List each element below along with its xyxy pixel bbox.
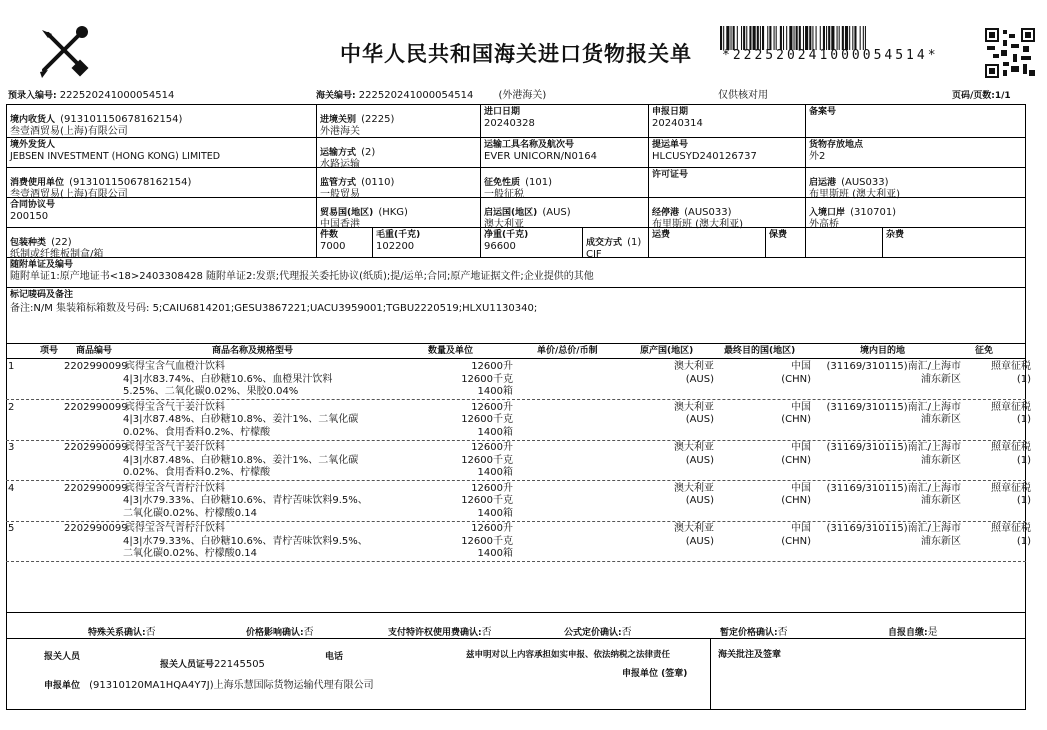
barcode-bar — [767, 26, 768, 50]
insurance-label: 保费 — [769, 230, 788, 240]
row-dest-code: (CHN) — [781, 454, 811, 466]
barcode-bar — [816, 26, 817, 50]
row-spec2: 二氧化碳0.02%、柠檬酸0.14 — [123, 507, 258, 519]
dep-port-code: (AUS033) — [841, 177, 889, 188]
row-levy: 照章征税 — [991, 401, 1031, 413]
row-qty1: 12600升 — [471, 442, 513, 454]
barcode-bar — [842, 26, 844, 50]
row-levy-code: (1) — [1016, 373, 1031, 385]
row-qty1: 12600升 — [471, 401, 513, 413]
row-separator — [6, 399, 1026, 400]
levy-code: (101) — [525, 177, 552, 188]
row-domestic1: (31169/310115)南汇/上海市 — [826, 523, 961, 535]
special-value: 否 — [145, 627, 156, 638]
row-spec1: 4|3|水87.48%、白砂糖10.8%、姜汁1%、二氧化碳 — [123, 414, 359, 426]
dep-port: 布里斯班 (澳大利亚) — [809, 189, 900, 200]
row-spec1: 4|3|水79.33%、白砂糖10.6%、青柠苦味饮料9.5%、 — [123, 495, 368, 507]
row-dest-code: (CHN) — [781, 495, 811, 507]
row-no: 4 — [8, 482, 15, 494]
formula-label: 公式定价确认: — [564, 628, 622, 638]
row-separator — [6, 521, 1026, 522]
th-dest: 最终目的国(地区) — [724, 346, 796, 356]
barcode-bar — [823, 26, 825, 50]
barcode-bar — [769, 26, 771, 50]
barcode-bar — [828, 26, 830, 50]
customs-port-note: (外港海关) — [498, 90, 547, 101]
row-domestic1: (31169/310115)南汇/上海市 — [826, 482, 961, 494]
docs-label: 随附单证及编号 — [10, 260, 74, 270]
pieces-label: 件数 — [320, 230, 339, 240]
row-dest: 中国 — [791, 523, 811, 535]
barcode-bar — [803, 26, 804, 50]
net-label: 净重(千克) — [484, 230, 529, 240]
customs-no-label: 海关编号: — [316, 91, 356, 101]
row-levy-code: (1) — [1016, 495, 1031, 507]
row-qty3: 1400箱 — [477, 467, 513, 479]
row-levy: 照章征税 — [991, 523, 1031, 535]
supervision-label: 监管方式 — [320, 178, 357, 188]
barcode-bar — [839, 26, 840, 50]
row-levy: 照章征税 — [991, 442, 1031, 454]
row-origin-code: (AUS) — [685, 373, 714, 385]
license-label: 许可证号 — [652, 170, 689, 180]
barcode-bar — [746, 26, 747, 50]
barcode-bar — [776, 26, 777, 50]
th-price: 单价/总价/币制 — [537, 346, 598, 356]
barcode-bar — [799, 26, 801, 50]
import-date: 20240328 — [484, 118, 535, 129]
preentry-no: 222520241000054514 — [59, 90, 175, 101]
row-code: 2202990099 — [64, 442, 128, 454]
barcode-bar — [831, 26, 834, 50]
marks: 备注:N/M 集装箱标箱数及号码: 5;CAIU6814201;GESU3867221;UACU3959001;TGBU2220519;HLXU1130340; — [10, 303, 538, 314]
marks-label: 标记唛码及备注 — [10, 290, 74, 300]
row-name: 宾得宝含气干姜汁饮料 — [125, 401, 225, 413]
barcode — [720, 26, 970, 50]
barcode-bar — [723, 26, 724, 50]
entry-place-label: 入境口岸 — [809, 208, 846, 218]
row-qty3: 1400箱 — [477, 507, 513, 519]
row-origin-code: (AUS) — [685, 535, 714, 547]
deal: CIF — [586, 249, 602, 260]
transport-mode-label: 运输方式 — [320, 148, 357, 158]
row-no: 3 — [8, 442, 15, 454]
row-domestic2: 浦东新区 — [921, 495, 961, 507]
row-levy: 照章征税 — [991, 482, 1031, 494]
barcode-bar — [812, 26, 813, 50]
supervision: 一般贸易 — [320, 189, 360, 200]
special-label: 特殊关系确认: — [88, 628, 146, 638]
barcode-bar — [860, 26, 861, 50]
trade-country-label: 贸易国(地区) — [320, 208, 374, 218]
row-qty1: 12600升 — [471, 361, 513, 372]
pieces: 7000 — [320, 241, 346, 252]
th-code: 商品编号 — [76, 346, 113, 356]
barcode-bar — [743, 26, 745, 50]
record-no-label: 备案号 — [809, 107, 837, 117]
consignee-code: (913101150678162154) — [60, 114, 183, 125]
preentry-label: 预录入编号: — [8, 91, 57, 101]
row-spec2: 0.02%、食用香料0.2%、柠檬酸 — [123, 467, 271, 479]
shipper-name: JEBSEN INVESTMENT (HONG KONG) LIMITED — [10, 151, 221, 162]
levy-label: 征免性质 — [484, 178, 521, 188]
transit-port-label: 经停港 — [652, 208, 680, 218]
row-qty3: 1400箱 — [477, 548, 513, 560]
row-domestic2: 浦东新区 — [921, 414, 961, 426]
shipper-label: 境外发货人 — [10, 140, 56, 150]
customs-no: 222520241000054514 — [358, 90, 474, 101]
trade-country: 中国香港 — [320, 219, 360, 230]
consignee-label: 境内收货人 — [10, 115, 56, 125]
supervision-code: (0110) — [361, 177, 395, 188]
row-qty2: 12600千克 — [461, 454, 513, 466]
customs-emblem-icon — [34, 22, 92, 80]
docs: 随附单证1:原产地证书<18>2403308428 随附单证2:发票;代理报关委托协议(纸质);提/运单;合同;原产地证据文件;企业提供的其他 — [10, 271, 594, 282]
barcode-bar — [783, 26, 784, 50]
barcode-bar — [845, 26, 848, 50]
barcode-bar — [749, 26, 751, 50]
row-spec1: 4|3|水87.48%、白砂糖10.8%、姜汁1%、二氧化碳 — [123, 454, 359, 466]
row-origin: 澳大利亚 — [674, 482, 714, 494]
unit-name: (91310120MA1HQA4Y7J)上海乐慧国际货物运输代理有限公司 — [89, 680, 374, 691]
declarer-cert: 22145505 — [214, 659, 265, 670]
row-origin: 澳大利亚 — [674, 442, 714, 454]
row-dest: 中国 — [791, 401, 811, 413]
trade-country-code: (HKG) — [378, 207, 408, 218]
row-code: 2202990099 — [64, 523, 128, 535]
storage-label: 货物存放地点 — [809, 140, 864, 150]
row-separator — [6, 561, 1026, 562]
barcode-bar — [809, 26, 811, 50]
pack: 纸制或纤维板制盒/箱 — [10, 249, 104, 260]
row-qty3: 1400箱 — [477, 386, 513, 397]
row-separator — [6, 480, 1026, 481]
row-spec1: 4|3|水79.33%、白砂糖10.6%、青柠苦味饮料9.5%、 — [123, 535, 368, 547]
qr-code-icon — [985, 28, 1035, 78]
barcode-graphic — [720, 26, 970, 50]
statement: 兹申明对以上内容承担如实申报、依法纳税之法律责任 — [466, 650, 671, 660]
row-domestic2: 浦东新区 — [921, 373, 961, 385]
row-qty1: 12600升 — [471, 482, 513, 494]
entry-place: 外高桥 — [809, 219, 839, 230]
row-levy-code: (1) — [1016, 414, 1031, 426]
transport-mode-code: (2) — [361, 147, 376, 158]
unit-seal-label: 申报单位 (签章) — [622, 669, 688, 679]
row-separator — [6, 440, 1026, 441]
self-label: 自报自缴: — [888, 628, 928, 638]
pack-code: (22) — [51, 237, 72, 248]
row-qty2: 12600千克 — [461, 414, 513, 426]
row-no: 5 — [8, 523, 15, 535]
pack-label: 包装种类 — [10, 238, 47, 248]
row-domestic1: (31169/310115)南汇/上海市 — [826, 442, 961, 454]
entry-port-name: 外港海关 — [320, 126, 360, 137]
provisional-label: 暂定价格确认: — [720, 628, 778, 638]
barcode-bar — [731, 26, 732, 50]
th-name: 商品名称及规格型号 — [212, 346, 294, 356]
customs-note-label: 海关批注及签章 — [718, 650, 782, 660]
gross: 102200 — [376, 241, 415, 252]
row-qty2: 12600千克 — [461, 495, 513, 507]
barcode-bar — [726, 26, 729, 50]
barcode-bar — [757, 26, 759, 50]
levy: 一般征税 — [484, 189, 524, 200]
row-levy-code: (1) — [1016, 535, 1031, 547]
entry-port-code: (2225) — [361, 114, 395, 125]
bl-label: 提运单号 — [652, 140, 689, 150]
barcode-bar — [753, 26, 756, 50]
barcode-bar — [786, 26, 787, 50]
origin-country: 澳大利亚 — [484, 219, 524, 230]
barcode-bar — [774, 26, 775, 50]
barcode-bar — [820, 26, 821, 50]
row-code: 2202990099 — [64, 401, 128, 413]
royalty-value: 否 — [481, 627, 492, 638]
row-levy-code: (1) — [1016, 454, 1031, 466]
price-label: 价格影响确认: — [246, 628, 304, 638]
freight-label: 运费 — [652, 230, 671, 240]
royalty-label: 支付特许权使用费确认: — [388, 628, 482, 638]
gross-label: 毛重(千克) — [376, 230, 421, 240]
declare-date-label: 申报日期 — [652, 107, 689, 117]
barcode-bar — [780, 26, 782, 50]
barcode-bar — [826, 26, 827, 50]
barcode-text: *222520241000054514* — [722, 48, 939, 63]
entry-port-label: 进境关别 — [320, 115, 357, 125]
price-value: 否 — [303, 627, 314, 638]
row-origin-code: (AUS) — [685, 495, 714, 507]
row-dest-code: (CHN) — [781, 535, 811, 547]
dep-port-label: 启运港 — [809, 178, 837, 188]
row-name: 宾得宝含气青柠汁饮料 — [125, 523, 225, 535]
row-origin: 澳大利亚 — [674, 523, 714, 535]
transit-port: 布里斯班 (澳大利亚) — [652, 219, 743, 230]
page-title: 中华人民共和国海关进口货物报关单 — [340, 42, 692, 66]
row-spec2: 5.25%、二氧化碳0.02%、果胶0.04% — [123, 386, 299, 397]
row-no: 1 — [8, 361, 15, 372]
storage: 外2 — [809, 151, 826, 162]
row-domestic2: 浦东新区 — [921, 535, 961, 547]
row-no: 2 — [8, 401, 15, 413]
formula-value: 否 — [621, 627, 632, 638]
consumer-name: 叁壹酒贸易(上海)有限公司 — [10, 189, 128, 200]
declare-date: 20240314 — [652, 118, 703, 129]
barcode-bar — [760, 26, 761, 50]
row-qty1: 12600升 — [471, 523, 513, 535]
provisional-value: 否 — [777, 627, 788, 638]
row-qty2: 12600千克 — [461, 373, 513, 385]
row-code: 2202990099 — [64, 482, 128, 494]
barcode-bar — [737, 26, 738, 50]
barcode-bar — [837, 26, 838, 50]
unit-label: 申报单位 — [44, 681, 81, 691]
page-count: 页码/页数:1/1 — [952, 91, 1011, 101]
row-spec1: 4|3|水83.74%、白砂糖10.6%、血橙果汁饮料 — [123, 373, 333, 385]
origin-country-code: (AUS) — [542, 207, 571, 218]
barcode-bar — [852, 26, 853, 50]
barcode-bar — [794, 26, 795, 50]
th-origin: 原产国(地区) — [640, 346, 694, 356]
barcode-bar — [849, 26, 850, 50]
row-origin-code: (AUS) — [685, 454, 714, 466]
bl-no: HLCUSYD240126737 — [652, 151, 757, 162]
barcode-bar — [720, 26, 722, 50]
vessel: EVER UNICORN/N0164 — [484, 151, 597, 162]
contract: 200150 — [10, 211, 49, 222]
row-levy: 照章征税 — [991, 361, 1031, 372]
declarer-cert-label: 报关人员证号 — [160, 660, 215, 670]
barcode-bar — [865, 26, 866, 50]
barcode-bar — [805, 26, 808, 50]
barcode-bar — [796, 26, 798, 50]
row-spec2: 0.02%、食用香料0.2%、柠檬酸 — [123, 426, 271, 438]
row-dest: 中国 — [791, 442, 811, 454]
deal-code: (1) — [627, 237, 642, 248]
barcode-bar — [789, 26, 792, 50]
row-name: 宾得宝含气血橙汁饮料 — [125, 361, 225, 372]
deal-label: 成交方式 — [586, 238, 623, 248]
consignee-name: 叁壹酒贸易(上海)有限公司 — [10, 126, 128, 137]
import-date-label: 进口日期 — [484, 107, 521, 117]
row-origin: 澳大利亚 — [674, 361, 714, 372]
transport-mode: 水路运输 — [320, 159, 360, 170]
th-no: 项号 — [40, 346, 59, 356]
self-value: 是 — [927, 627, 938, 638]
row-dest-code: (CHN) — [781, 373, 811, 385]
row-dest-code: (CHN) — [781, 414, 811, 426]
row-dest: 中国 — [791, 361, 811, 372]
th-levy: 征免 — [975, 346, 994, 356]
row-qty2: 12600千克 — [461, 535, 513, 547]
row-domestic2: 浦东新区 — [921, 454, 961, 466]
net: 96600 — [484, 241, 516, 252]
verify-note: 仅供核对用 — [718, 90, 768, 101]
barcode-bar — [741, 26, 742, 50]
row-qty3: 1400箱 — [477, 426, 513, 438]
origin-country-label: 启运国(地区) — [484, 208, 538, 218]
row-code: 2202990099 — [64, 361, 128, 372]
vessel-label: 运输工具名称及航次号 — [484, 140, 575, 150]
row-name: 宾得宝含气青柠汁饮料 — [125, 482, 225, 494]
row-domestic1: (31169/310115)南汇/上海市 — [826, 401, 961, 413]
row-spec2: 二氧化碳0.02%、柠檬酸0.14 — [123, 548, 258, 560]
declarer-label: 报关人员 — [44, 652, 81, 662]
contract-label: 合同协议号 — [10, 200, 56, 210]
phone-label: 电话 — [325, 652, 344, 662]
row-name: 宾得宝含气干姜汁饮料 — [125, 442, 225, 454]
consumer-label: 消费使用单位 — [10, 178, 65, 188]
th-qty: 数量及单位 — [428, 346, 474, 356]
barcode-bar — [762, 26, 764, 50]
misc-label: 杂费 — [886, 230, 905, 240]
consumer-code: (913101150678162154) — [69, 177, 192, 188]
row-domestic1: (31169/310115)南汇/上海市 — [826, 361, 961, 372]
barcode-bar — [733, 26, 735, 50]
transit-port-code: (AUS033) — [684, 207, 732, 218]
th-domestic: 境内目的地 — [860, 346, 906, 356]
entry-place-code: (310701) — [850, 207, 897, 218]
barcode-bar — [863, 26, 864, 50]
row-dest: 中国 — [791, 482, 811, 494]
row-origin: 澳大利亚 — [674, 401, 714, 413]
row-origin-code: (AUS) — [685, 414, 714, 426]
barcode-bar — [854, 26, 856, 50]
